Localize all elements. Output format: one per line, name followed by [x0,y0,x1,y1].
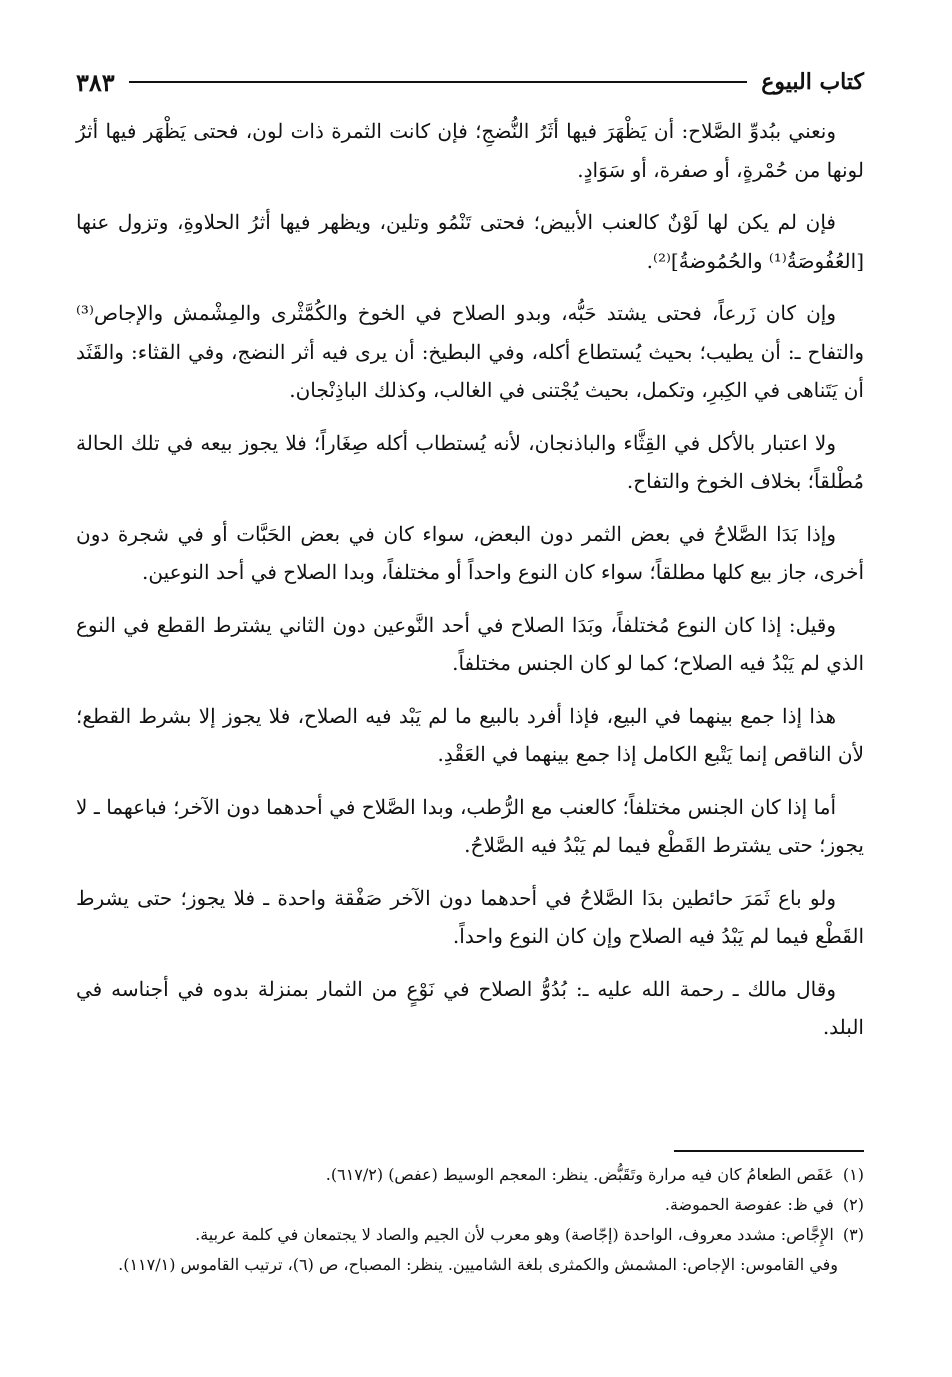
footnote-text: الإِجَّاص: مشدد معروف، الواحدة (إجّاصة) وهو معرب لأن الجيم والصاد لا يجتمعان في كلمة عربية. [195,1225,834,1244]
footnote-3-continuation: وفي القاموس: الإجاص: المشمش والكمثرى بلغة الشاميين. ينظر: المصباح، ص (٦)، ترتيب القاموس (١١٧/١). [118,1255,838,1274]
running-header [76,62,864,102]
footnote-2 [76,1192,864,1218]
paragraph: وإذا بَدَا الصَّلاحُ في بعض الثمر دون البعض، سواء كان في بعض الحَبَّات أو في شجرة دون أخرى، جاز بيع كلها مطلقاً؛ سواء كان النوع واحداً أو مختلفاً، وبدا الصلاح في أحد النوعين. [76,521,864,584]
paragraph: فإن لم يكن لها لَوْنٌ كالعنب الأبيض؛ فحتى تَنْمُو وتلين، ويظهر فيها أثرُ الحلاوةِ، وتزول عنها [العُفُوصَةُ⁽¹⁾ والحُمُوضةُ]⁽²⁾. [76,210,864,273]
footnote-3 [76,1222,864,1248]
footnotes [76,1162,864,1278]
footnote-text: في ظ: عفوصة الحموضة. [664,1195,834,1214]
footnote-1 [76,1162,864,1188]
footnote-mark: (١) [842,1165,864,1184]
paragraph: أما إذا كان الجنس مختلفاً؛ كالعنب مع الرُّطب، وبدا الصَّلاح في أحدهما دون الآخر؛ فباعهما ـ لا يجوز؛ حتى يشترط القَطْع فيما لم يَبْدُ فيه الصَّلاحُ. [76,794,864,857]
main-text [76,112,864,1061]
chapter-title: كتاب البيوع [761,69,864,95]
paragraph: وإن كان زَرعاً، فحتى يشتد حَبُّه، وبدو الصلاح في الخوخ والكُمَّثْرى والمِشْمش والإجاص⁽³⁾ والتفاح ـ: أن يطيب؛ بحيث يُستطاع أكله، وفي البطيخ: أن يرى فيه أثر النضج، وفي القثاء: والقَثَد أن يَتَناهى في الكِبرِ، وتكمل، بحيث يُجْتنى في الغالب، وكذلك الباذِنْجان. [76,301,864,402]
paragraph: ولا اعتبار بالأكل في القِثَّاء والباذنجان، لأنه يُستطاب أكله صِغَاراً؛ فلا يجوز بيعه في تلك الحالة مُطْلقاً؛ بخلاف الخوخ والتفاح. [76,430,864,493]
footnote-mark: (٣) [842,1225,864,1244]
footnote-text: عَفَص الطعامُ كان فيه مرارة وتَقَبُّض. ينظر: المعجم الوسيط (عفص) (٦١٧/٢). [325,1165,834,1184]
paragraph: هذا إذا جمع بينهما في البيع، فإذا أفرد بالبيع ما لم يَبْد فيه الصلاح، فلا يجوز إلا بشرط القطع؛ لأن الناقص إنما يَتْبع الكامل إذا جمع بينهما في العَقْدِ. [76,703,864,766]
footnote-mark: (٢) [842,1195,864,1214]
paragraph: وقال مالك ـ رحمة الله عليه ـ: بُدُوُّ الصلاح في نَوْعٍ من الثمار بمنزلة بدوه في أجناسه في البلد. [76,976,864,1039]
paragraph: ونعني ببُدوِّ الصَّلاح: أن يَظْهَرَ فيها أثَرُ النُّضجِ؛ فإن كانت الثمرة ذات لون، فحتى يَظْهَر فيها أثرُ لونها من حُمْرةٍ، أو صفرة، أو سَوَادٍ. [76,119,864,182]
footnote-separator [674,1150,864,1152]
page-number: ٣٨٣ [76,67,115,97]
header-rule [129,81,748,83]
paragraph: ولو باع ثَمَرَ حائطين بدَا الصَّلاحُ في أحدهما دون الآخر صَفْقة واحدة ـ فلا يجوز؛ حتى يشرط القَطْع فيما لم يَبْدُ فيه الصلاح وإن كان النوع واحداً. [76,885,864,948]
paragraph: وقيل: إذا كان النوع مُختلفاً، وبَدَا الصلاح في أحد النَّوعين دون الثاني يشترط القطع في النوع الذي لم يَبْدُ فيه الصلاح؛ كما لو كان الجنس مختلفاً. [76,612,864,675]
